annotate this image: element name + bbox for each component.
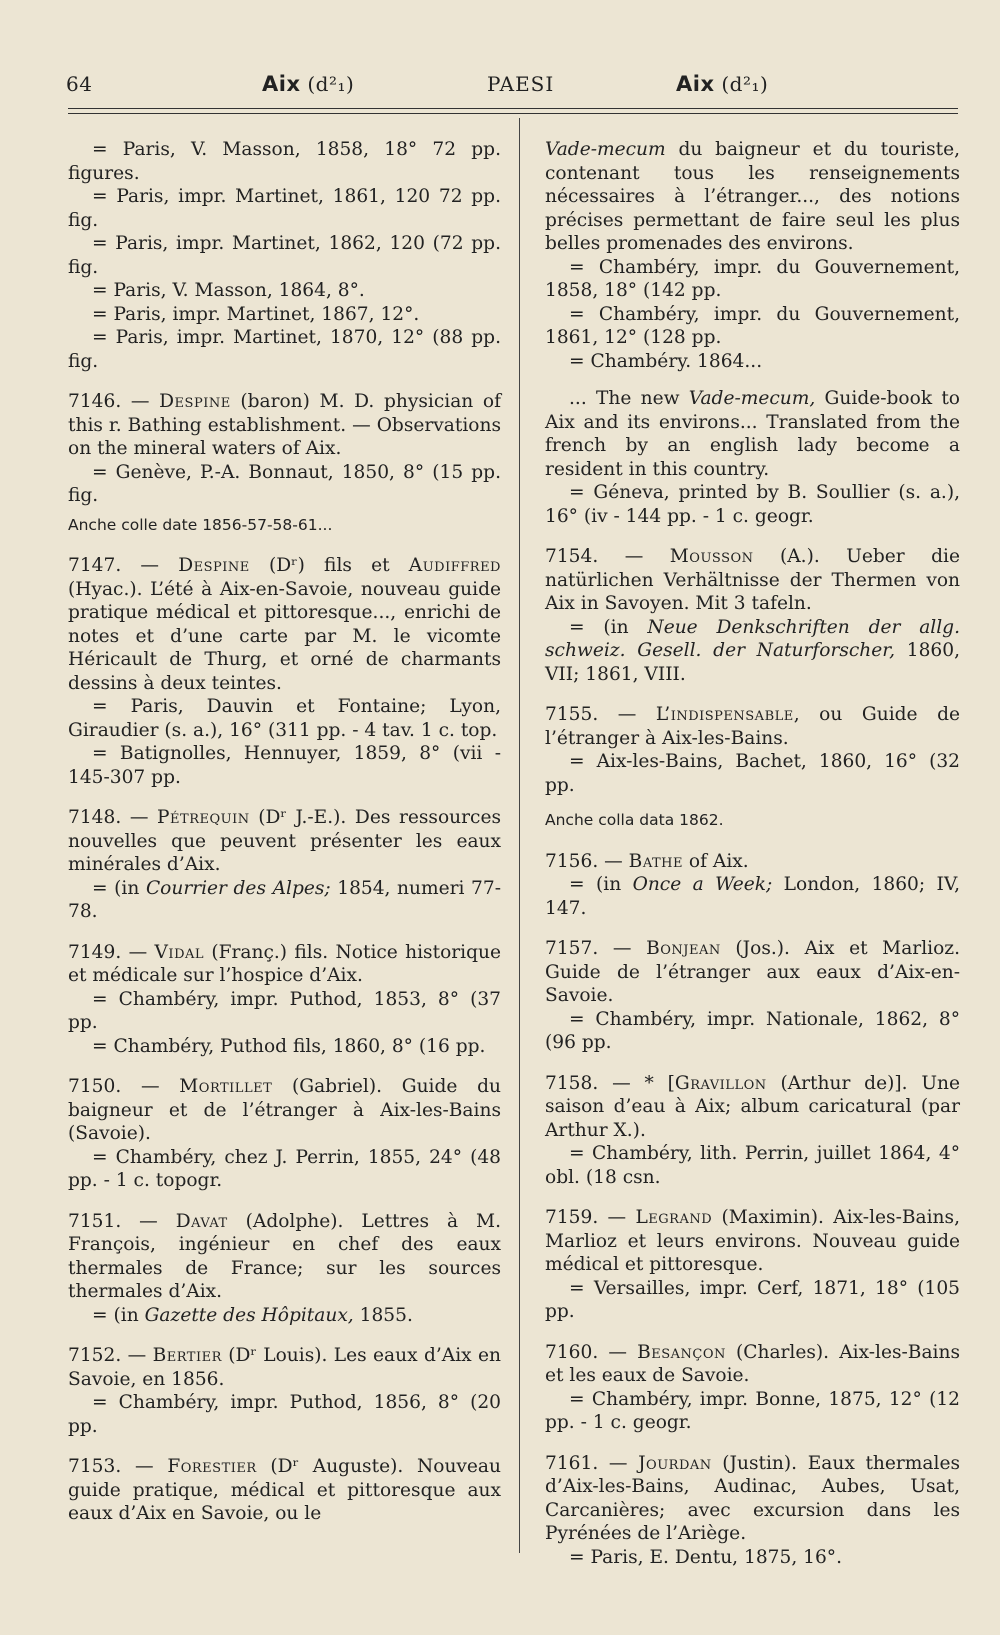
entry-7154 (545, 545, 960, 686)
entry-continuation (68, 138, 501, 373)
entry-title: (baron) M. D. physician of this r. Bathing establishment. — Observations on the mineral waters of Aix. (68, 391, 501, 459)
entry-author: Gravillon (674, 1072, 767, 1094)
imprint: = Chambéry, impr. Puthod, 1853, 8° (37 pp. (68, 988, 501, 1033)
entry-number: 7146. — (68, 391, 160, 412)
imprint: = Batignolles, Hennuyer, 1859, 8° (vii - 145-307 pp. (68, 743, 501, 788)
entry-author: L’indispensable (655, 704, 794, 725)
entry-title: (Maximin). Aix-les-Bains, Marlioz et leurs environs. Nouveau guide médical et pittoresque. (545, 1207, 960, 1275)
entry-number: 7152. — (68, 1345, 153, 1366)
entry-number: 7161. — (545, 1452, 639, 1474)
entry-heading (545, 1206, 960, 1277)
entry-title: (Dʳ J.-E.). Des ressources nouvelles que peuvent présenter les eaux minérales d’Aix. (68, 807, 501, 875)
journal-title: Neue Denkschriften der allg. schweiz. Gesell. der Naturforscher, (545, 616, 961, 661)
entry-heading (545, 703, 960, 750)
entry-title: (Jos.). Aix et Marlioz. Guide de l’étranger aux eaux d’Aix-en-Savoie. (545, 938, 960, 1006)
imprint: = Paris, impr. Martinet, 1870, 12° (88 pp. fig. (68, 327, 501, 372)
entry-number: 7158. — * [ (545, 1072, 675, 1094)
imprint-suffix: 1855. (353, 1304, 413, 1326)
entry-title: (Arthur de)]. Une saison d’eau à Aix; album caricatural (par Arthur X.). (545, 1072, 961, 1141)
entry-7160 (545, 1341, 960, 1435)
entry-author: Forestier (167, 1456, 257, 1477)
journal-title: Courrier des Alpes; (145, 877, 331, 899)
entry-author: Vidal (154, 941, 205, 963)
entry-heading (68, 1210, 501, 1304)
imprint-prefix: = (in (569, 874, 633, 895)
entry-number: 7160. — (545, 1341, 638, 1363)
imprint (545, 873, 960, 920)
entry-author: Pétrequin (157, 807, 250, 828)
entry-number: 7155. — (545, 704, 656, 725)
entry-7157 (545, 937, 960, 1055)
entry-author: Mousson (669, 546, 754, 567)
running-head-right-sub: (d²₁) (721, 72, 769, 96)
imprint-prefix: = (in (92, 1304, 145, 1326)
imprint (545, 616, 960, 687)
entry-title: (Dʳ Auguste). Nouveau guide pratique, médical et pittoresque aux eaux d’Aix en Savoie, ou le (68, 1456, 501, 1524)
journal-title: Once a Week; (632, 874, 773, 895)
entry-7152 (68, 1344, 501, 1438)
entry-number: 7154. — (545, 546, 670, 567)
entry-author: Bathe (628, 850, 683, 872)
running-head-left-sub: (d²₁) (307, 72, 355, 96)
page-number: 64 (66, 72, 93, 96)
imprint: = Paris, V. Masson, 1858, 18° 72 pp. figures. (68, 139, 501, 184)
imprint: = Paris, impr. Martinet, 1862, 120 (72 pp. fig. (68, 233, 501, 278)
entry-author: Bertier (152, 1345, 222, 1366)
entry-title: (Dʳ Louis). Les eaux d’Aix en Savoie, en 1856. (68, 1345, 501, 1390)
entry-7153-continued (545, 138, 960, 528)
entry-number: 7157. — (545, 938, 647, 959)
entry-title: of Aix. (683, 850, 749, 872)
entry-title: (Adolphe). Lettres à M. François, ingénieur en chef des eaux thermales de France; sur les sources thermales d’Aix. (68, 1210, 501, 1302)
imprint: = Chambéry, impr. Nationale, 1862, 8° (96 pp. (545, 1008, 960, 1053)
imprint: = Paris, V. Masson, 1864, 8°. (92, 280, 365, 301)
imprint: = Chambéry, chez J. Perrin, 1855, 24° (48 pp. - 1 c. topogr. (68, 1146, 501, 1191)
entry-title: (Franç.) fils. Notice historique et médicale sur l’hospice d’Aix. (68, 941, 501, 986)
entry-7153 (68, 1455, 501, 1526)
imprint-suffix: 1854, numeri 77-78. (68, 877, 502, 922)
entry-heading (545, 1072, 960, 1143)
entry-title: , ou Guide de l’étranger à Aix-les-Bains. (545, 704, 960, 749)
imprint: = Chambéry, lith. Perrin, juillet 1864, 4° obl. (18 csn. (545, 1143, 960, 1188)
entry-author: Despine (159, 391, 231, 412)
imprint: = Paris, E. Dentu, 1875, 16°. (569, 1546, 843, 1568)
entry-author: Mortillet (179, 1076, 273, 1097)
translation-prefix: ... The new (569, 388, 689, 409)
entry-heading (68, 554, 501, 695)
translation-title: Guide-book to Aix and its environs... Translated from the french by an english lady become a resident in this country. (545, 388, 960, 480)
imprint: = Aix-les-Bains, Bachet, 1860, 16° (32 pp. (545, 751, 960, 796)
entry-heading (545, 937, 960, 1008)
entry-7159 (545, 1206, 960, 1324)
entry-author: Davat (175, 1210, 228, 1232)
entry-7149 (68, 941, 501, 1059)
entry-note: Anche colla data 1862. (545, 811, 724, 829)
entry-7147 (68, 554, 501, 789)
imprint: = Chambéry, impr. du Gouvernement, 1861, 12° (128 pp. (545, 303, 960, 348)
imprint (68, 1304, 501, 1328)
imprint: = Paris, impr. Martinet, 1861, 120 72 pp. fig. (68, 186, 501, 231)
entry-7151 (68, 1210, 501, 1328)
entry-number: 7149. — (68, 941, 155, 963)
entry-note: Anche colle date 1856-57-58-61... (68, 515, 333, 534)
imprint: = Chambéry, impr. Puthod, 1856, 8° (20 pp. (68, 1392, 501, 1437)
imprint: = Chambéry, Puthod fils, 1860, 8° (16 pp. (92, 1035, 486, 1057)
entry-7158 (545, 1072, 960, 1190)
entry-author: Jourdan (638, 1452, 712, 1474)
entry-7161 (545, 1452, 960, 1570)
entry-author: Bonjean (646, 938, 721, 959)
entry-title: (Justin). Eaux thermales d’Aix-les-Bains, Audinac, Aubes, Usat, Carcanières; avec excursion dans les Pyrénées de l’Ariège. (545, 1452, 960, 1544)
entry-number: 7151. — (68, 1210, 176, 1232)
imprint: = Paris, impr. Martinet, 1867, 12°. (92, 303, 420, 325)
english-translation (545, 387, 960, 481)
entry-title: (Hyac.). L’été à Aix-en-Savoie, nouveau guide pratique médical et pittoresque..., enrichi de notes et d’une carte par M. le vicomte Héricault de Thurg, et orné de charmants dessins à deux teintes. (68, 578, 501, 694)
entry-number: 7147. — (68, 555, 179, 576)
entry-heading (68, 1455, 501, 1526)
entry-author: Despine (178, 555, 250, 576)
imprint-suffix: 1860, VII; 1861, VIII. (545, 640, 960, 685)
running-head-center: PAESI (487, 72, 555, 96)
imprint: = Chambéry. 1864... (569, 350, 763, 372)
entry-number: 7156. — (545, 850, 629, 872)
imprint-prefix: = (in (569, 616, 648, 638)
entry-heading (545, 1341, 960, 1388)
entry-heading (68, 941, 501, 988)
right-column (545, 138, 960, 1586)
entry-7146 (68, 390, 501, 537)
column-divider (519, 118, 520, 1553)
left-column (68, 138, 501, 1543)
imprint: = Versailles, impr. Cerf, 1871, 18° (105 pp. (545, 1277, 960, 1322)
entry-coauthor: Audiffred (408, 555, 501, 576)
entry-7150 (68, 1075, 501, 1193)
header-rule-top (68, 108, 958, 109)
entry-author: Besançon (637, 1341, 726, 1363)
running-head-right-title: Aix (676, 72, 715, 96)
entry-heading (68, 1075, 501, 1146)
entry-number: 7148. — (68, 807, 158, 828)
imprint: = Chambéry, impr. du Gouvernement, 1858, 18° (142 pp. (545, 256, 960, 301)
entry-number: 7153. — (68, 1456, 168, 1477)
running-head-right (676, 72, 768, 96)
running-head-left (262, 72, 354, 96)
entry-title-continued (545, 138, 960, 256)
entry-heading (545, 1452, 960, 1546)
entry-number: 7159. — (545, 1207, 636, 1228)
journal-title: Gazette des Hôpitaux, (144, 1304, 354, 1326)
book-title: Vade-mecum (545, 139, 666, 160)
imprint: = Géneva, printed by B. Soullier (s. a.), 16° (iv - 144 pp. - 1 c. geogr. (545, 482, 960, 527)
entry-author-title: (Dʳ) fils et (249, 555, 409, 576)
imprint-suffix: London, 1860; IV, 147. (545, 874, 960, 919)
entry-heading (545, 850, 960, 874)
entry-heading (68, 806, 501, 877)
entry-author: Legrand (635, 1207, 713, 1228)
imprint: = Paris, Dauvin et Fontaine; Lyon, Giraudier (s. a.), 16° (311 pp. - 4 tav. 1 c. top. (68, 696, 501, 741)
entry-title: (Gabriel). Guide du baigneur et de l’étranger à Aix-les-Bains (Savoie). (68, 1076, 501, 1144)
header-rule-bottom (68, 113, 958, 114)
entry-title: (A.). Ueber die natürlichen Verhältnisse der Thermen von Aix in Savoyen. Mit 3 tafeln. (545, 546, 960, 614)
entry-heading (68, 1344, 501, 1391)
entry-title: du baigneur et du touriste, contenant tous les renseignements nécessaires à l’étranger..., des notions précises permettant de faire seul les plus belles promenades des environs. (545, 139, 960, 254)
entry-7156 (545, 850, 960, 921)
entry-7155 (545, 703, 960, 833)
entry-title: (Charles). Aix-les-Bains et les eaux de Savoie. (545, 1341, 960, 1386)
book-title: Vade-mecum, (688, 388, 816, 409)
imprint: = Chambéry, impr. Bonne, 1875, 12° (12 pp. - 1 c. geogr. (545, 1388, 960, 1433)
entry-heading (68, 390, 501, 461)
entry-number: 7150. — (68, 1076, 180, 1097)
imprint: = Genève, P.-A. Bonnaut, 1850, 8° (15 pp. fig. (68, 461, 501, 506)
imprint-prefix: = (in (92, 877, 146, 899)
entry-7148 (68, 806, 501, 924)
running-head-left-title: Aix (262, 72, 301, 96)
imprint (68, 877, 501, 924)
entry-heading (545, 545, 960, 616)
